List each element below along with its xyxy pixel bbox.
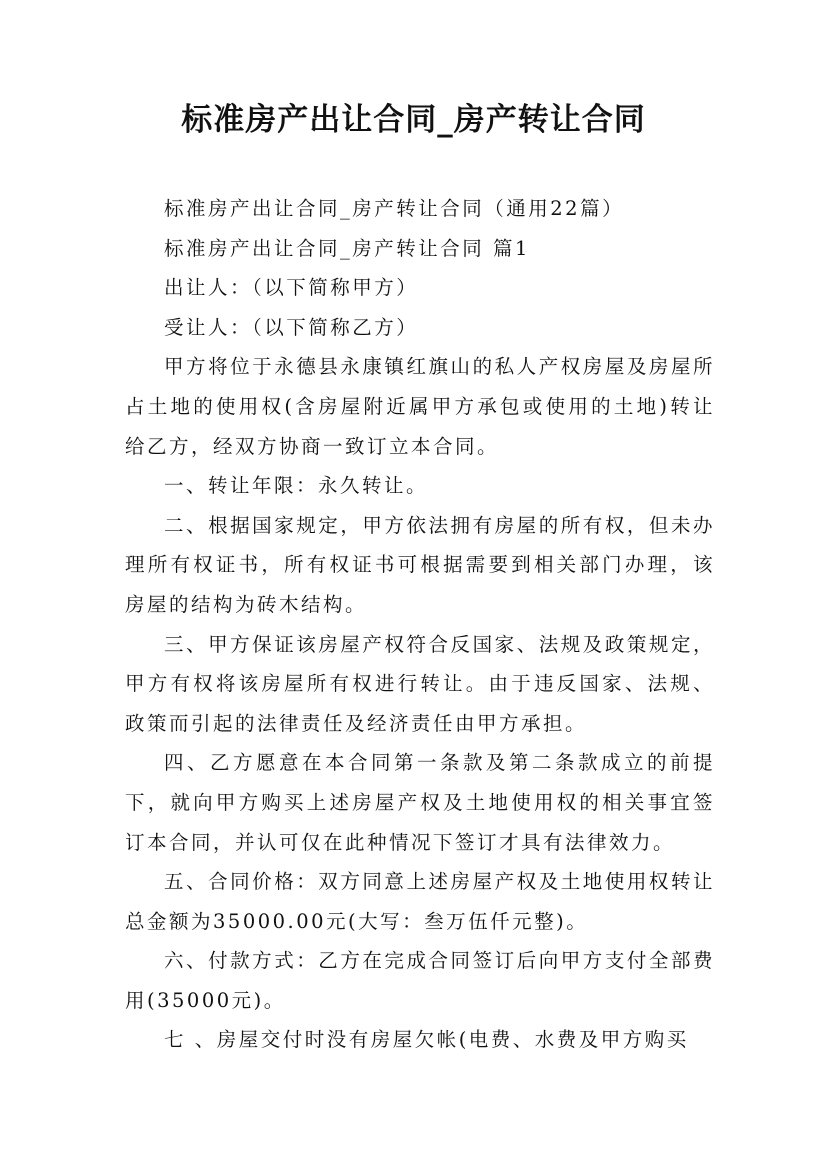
paragraph-transferor: 出让人：（以下简称甲方） (164, 276, 419, 300)
paragraph-clause-3: 三、甲方保证该房屋产权符合反国家、法规及政策规定，甲方有权将该房屋所有权进行转让。由于违反国家、法规、政策而引起的法律责任及经济责任由甲方承担。 (125, 632, 715, 735)
paragraph-transferee: 受让人：（以下简称乙方） (164, 315, 419, 339)
paragraph-clause-5: 五、合同价格：双方同意上述房屋产权及土地使用权转让总金额为35000.00元(大写：叁万伍仟元整)。 (125, 870, 715, 933)
document-title: 标准房产出让合同_房产转让合同 (181, 102, 646, 138)
paragraph-preamble: 甲方将位于永德县永康镇红旗山的私人产权房屋及房屋所占土地的使用权(含房屋附近属甲方承包或使用的土地)转让给乙方，经双方协商一致订立本合同。 (125, 355, 715, 458)
paragraph-subtitle: 标准房产出让合同_房产转让合同（通用22篇） (164, 197, 625, 220)
paragraph-clause-4: 四、乙方愿意在本合同第一条款及第二条款成立的前提下，就向甲方购买上述房屋产权及土地使用权的相关事宜签订本合同，并认可仅在此种情况下签订才具有法律效力。 (125, 751, 715, 854)
paragraph-clause-7: 七 、房屋交付时没有房屋欠帐(电费、水费及甲方购买 (164, 1028, 689, 1052)
paragraph-clause-1: 一、转让年限：永久转让。 (164, 474, 429, 498)
paragraph-clause-6: 六、付款方式：乙方在完成合同签订后向甲方支付全部费用(35000元)。 (125, 949, 715, 1012)
document-body (125, 189, 715, 1060)
paragraph-section-heading: 标准房产出让合同_房产转让合同 篇1 (164, 236, 530, 260)
paragraph-clause-2: 二、根据国家规定，甲方依法拥有房屋的所有权，但未办理所有权证书，所有权证书可根据需要到相关部门办理，该房屋的结构为砖木结构。 (125, 513, 715, 616)
